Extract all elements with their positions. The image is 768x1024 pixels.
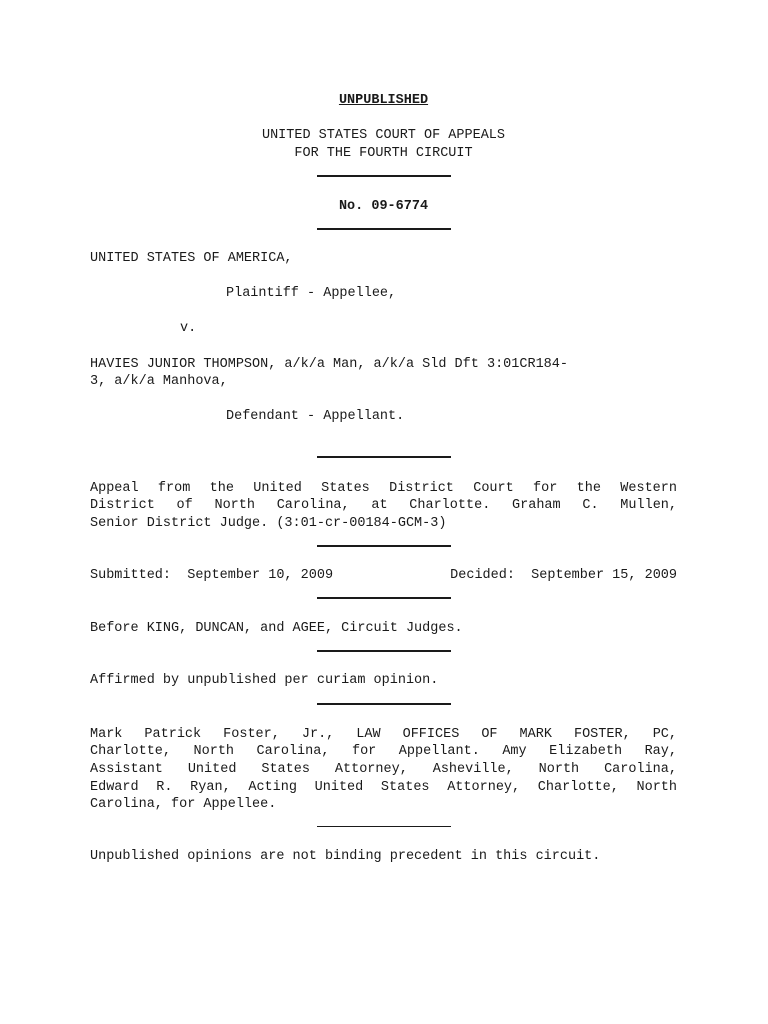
disposition: Affirmed by unpublished per curiam opinion. — [90, 673, 439, 688]
divider-rule — [317, 703, 451, 705]
dates-row — [90, 568, 677, 583]
divider-rule — [317, 545, 451, 547]
counsel-line5: Carolina, for Appellee. — [90, 797, 277, 812]
precedent-notice: Unpublished opinions are not binding precedent in this circuit. — [90, 849, 601, 864]
divider-rule — [317, 650, 451, 652]
appeal-line3: Senior District Judge. (3:01-cr-00184-GCM-3) — [90, 516, 447, 531]
unpublished-heading: UNPUBLISHED — [338, 93, 429, 108]
defendant-name-line2: 3, a/k/a Manhova, — [90, 374, 228, 389]
counsel-line4: Edward R. Ryan, Acting United States Attorney, Charlotte, North — [90, 780, 677, 795]
counsel-line2: Charlotte, North Carolina, for Appellant. Amy Elizabeth Ray, — [90, 744, 677, 759]
appeal-line1: Appeal from the United States District Court for the Western — [90, 481, 677, 496]
plaintiff-role: Plaintiff - Appellee, — [226, 286, 397, 301]
divider-rule — [317, 228, 451, 230]
decided-date: Decided: September 15, 2009 — [450, 568, 677, 583]
divider-rule — [317, 175, 451, 177]
plaintiff-name: UNITED STATES OF AMERICA, — [90, 251, 293, 266]
docket-number: No. 09-6774 — [338, 199, 429, 214]
counsel-line3: Assistant United States Attorney, Asheville, North Carolina, — [90, 762, 677, 777]
court-name-line2: FOR THE FOURTH CIRCUIT — [294, 146, 473, 161]
defendant-name-line1: HAVIES JUNIOR THOMPSON, a/k/a Man, a/k/a Sld Dft 3:01CR184- — [90, 357, 568, 372]
counsel-line1: Mark Patrick Foster, Jr., LAW OFFICES OF MARK FOSTER, PC, — [90, 727, 677, 742]
panel-judges: Before KING, DUNCAN, and AGEE, Circuit Judges. — [90, 621, 463, 636]
divider-rule — [317, 597, 451, 599]
document-page — [90, 0, 677, 1024]
court-name-line1: UNITED STATES COURT OF APPEALS — [261, 128, 506, 143]
defendant-role: Defendant - Appellant. — [226, 409, 405, 424]
divider-rule — [317, 826, 451, 827]
submitted-date: Submitted: September 10, 2009 — [90, 568, 334, 583]
versus-label: v. — [180, 321, 197, 336]
appeal-line2: District of North Carolina, at Charlotte. Graham C. Mullen, — [90, 498, 677, 513]
divider-rule — [317, 456, 451, 458]
